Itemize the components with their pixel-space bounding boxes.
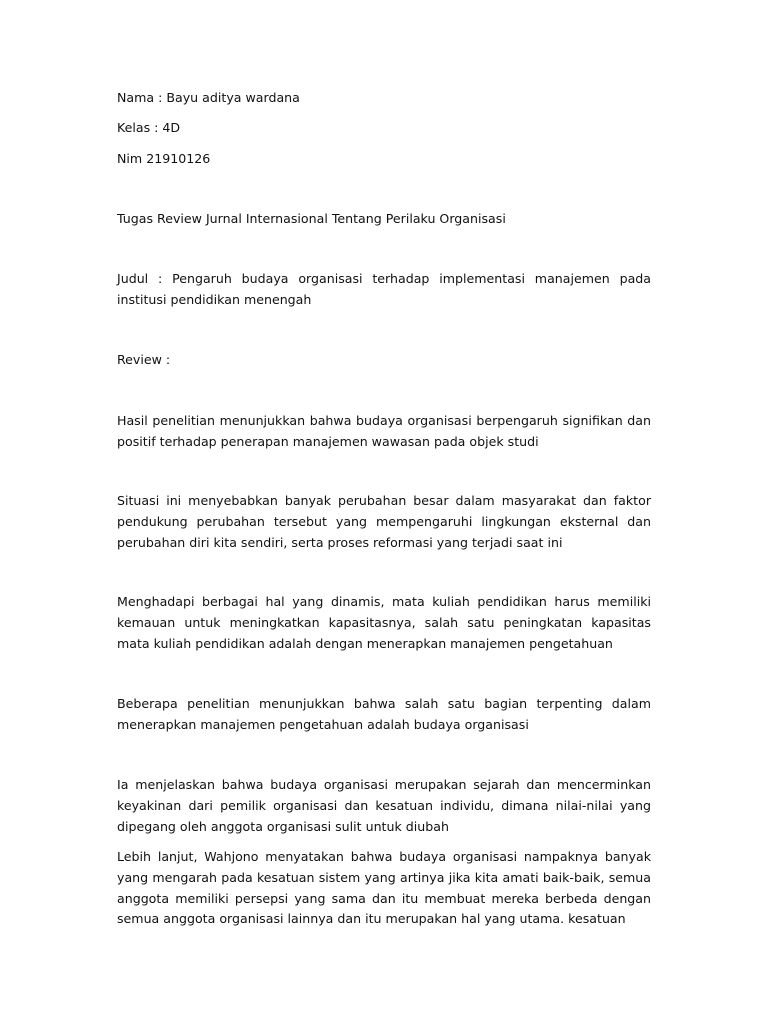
review-paragraph-2: Situasi ini menyebabkan banyak perubahan besar dalam masyarakat dan faktor pendukung perubahan tersebut yang mempengaruhi lingkungan eksternal dan perubahan diri kita sendiri, serta proses reformasi yang terjadi saat ini bbox=[117, 493, 651, 550]
review-paragraph-4: Beberapa penelitian menunjukkan bahwa salah satu bagian terpenting dalam menerapkan manajemen pengetahuan adalah budaya organisasi bbox=[117, 696, 651, 732]
review-paragraph-3: Menghadapi berbagai hal yang dinamis, mata kuliah pendidikan harus memiliki kemauan untuk meningkatkan kapasitasnya, salah satu peningkatan kapasitas mata kuliah pendidikan adalah dengan menerapkan manajemen pengetahuan bbox=[117, 594, 651, 651]
student-class: Kelas : 4D bbox=[117, 120, 181, 135]
review-label: Review : bbox=[117, 352, 171, 367]
review-paragraph-5: Ia menjelaskan bahwa budaya organisasi merupakan sejarah dan mencerminkan keyakinan dari pemilik organisasi dan kesatuan individu, dimana nilai-nilai yang dipegang oleh anggota organisasi sulit untuk diubah bbox=[117, 777, 651, 834]
journal-title: Judul : Pengaruh budaya organisasi terhadap implementasi manajemen pada institusi pendidikan menengah bbox=[117, 271, 651, 307]
review-paragraph-1: Hasil penelitian menunjukkan bahwa budaya organisasi berpengaruh signifikan dan positif terhadap penerapan manajemen wawasan pada objek studi bbox=[117, 413, 651, 449]
review-paragraph-6: Lebih lanjut, Wahjono menyatakan bahwa budaya organisasi nampaknya banyak yang mengarah pada kesatuan sistem yang artinya jika kita amati baik-baik, semua anggota memiliki persepsi yang sama dan itu membuat mereka berbeda dengan semua anggota organisasi lainnya dan itu merupakan hal yang utama. kesatuan bbox=[117, 849, 651, 927]
assignment-title: Tugas Review Jurnal Internasional Tentang Perilaku Organisasi bbox=[117, 211, 506, 226]
student-name: Nama : Bayu aditya wardana bbox=[117, 90, 300, 105]
student-nim: Nim 21910126 bbox=[117, 151, 211, 166]
